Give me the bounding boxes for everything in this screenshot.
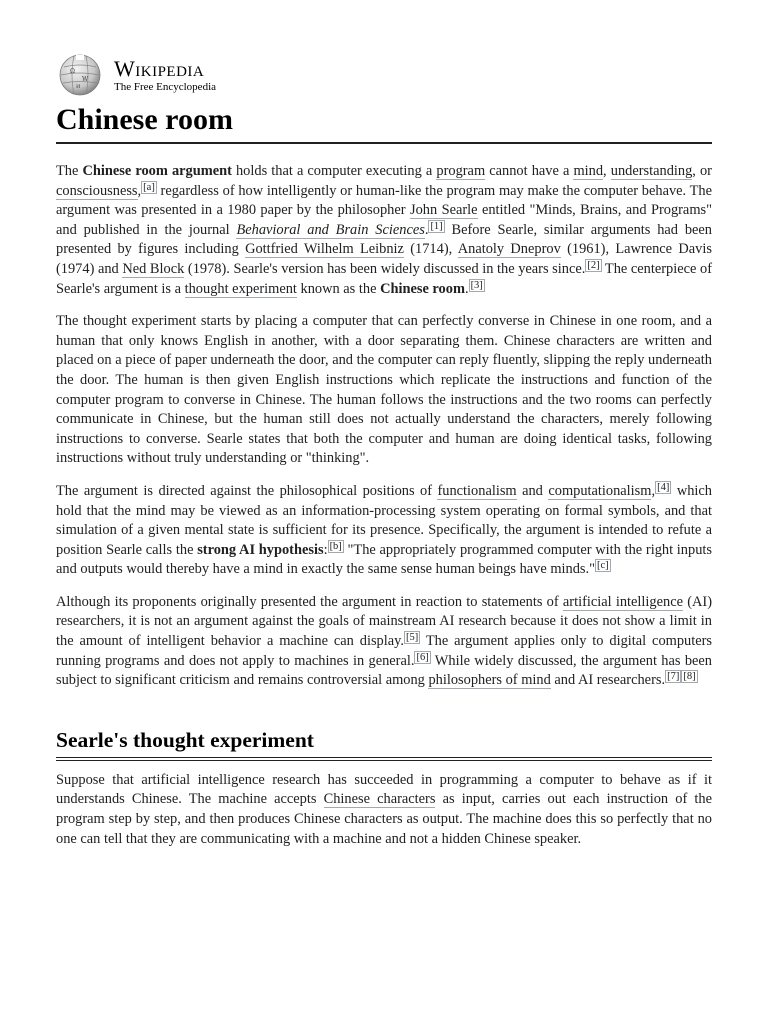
link-thought-experiment[interactable]: thought experiment (184, 280, 297, 297)
wordmark-tagline: The Free Encyclopedia (114, 80, 217, 93)
link-ned-block[interactable]: Ned Block (122, 260, 185, 277)
wikipedia-globe-icon[interactable] (56, 53, 104, 97)
page-title: Chinese room (56, 102, 712, 144)
paragraph-ai-research: Although its proponents originally presented the argument in reaction to statements of artificial intelligence (AI) researchers, it is not an argument against the goals of mainstream AI research because it does not show a limit in the amount of intelligent behavior a machine can display. [5] The argument applies only to digital computers running programs and does not apply to machines in general. [6] While widely discussed, the argument has been subject to significant criticism and remains controversial among philosophers of mind and AI researchers. [7] [8] (56, 593, 712, 689)
bold-term: Chinese room argument (82, 163, 232, 179)
svg-text:Ω: Ω (70, 68, 75, 75)
link-philosophers-of-mind[interactable]: philosophers of mind (428, 672, 551, 689)
link-consciousness[interactable]: consciousness (56, 182, 138, 199)
section-paragraph: Suppose that artificial intelligence research has succeeded in programming a computer to behave as if it understands Chinese. The machine accepts Chinese characters as input, carries out each instruction of the program step by step, and then produces Chinese characters as output. The machine does this so perfectly that no one can tell that they are communicating with a machine and not a hidden Chinese speaker. (56, 771, 712, 847)
reference-b[interactable]: [b] (329, 540, 342, 552)
wikipedia-wordmark[interactable] (114, 55, 217, 93)
link-understanding[interactable]: understanding (610, 163, 693, 179)
svg-text:W: W (82, 76, 89, 83)
reference-3[interactable]: [3] (470, 279, 483, 291)
svg-text:И: И (76, 84, 81, 90)
link-john-searle[interactable]: John Searle (409, 202, 478, 219)
reference-1[interactable]: [1] (430, 220, 443, 232)
link-artificial-intelligence[interactable]: artificial intelligence (562, 593, 683, 610)
section-heading: Searle's thought experiment (56, 727, 712, 761)
reference-2[interactable]: [2] (587, 259, 600, 271)
paragraph-thought-experiment: The thought experiment starts by placing a computer that can perfectly converse in Chinese in one room, and a human that only knows English in another, with a door separating them. Chinese characters are written and placed on a piece of paper underneath the door, and the computer can reply fluently, slipping the reply underneath the door. The human is then given English instructions which replicate the instructions and function of the computer program to converse in Chinese. The human follows the instructions and the two rooms can perfectly communicate in Chinese, but the human still does not actually understand the characters, merely following instructions to converse. Searle states that both the computer and human are doing identical tasks, following instructions without truly understanding or "thinking". (56, 313, 712, 467)
site-header (56, 52, 712, 98)
article-page (56, 0, 712, 849)
bold-term: strong AI hypothesis (197, 541, 324, 558)
reference-c[interactable]: [c] (597, 560, 609, 572)
link-leibniz[interactable]: Gottfried Wilhelm Leibniz (245, 241, 404, 258)
link-computationalism[interactable]: computationalism (548, 482, 652, 499)
reference-6[interactable]: [6] (416, 651, 429, 663)
link-dneprov[interactable]: Anatoly Dneprov (457, 241, 561, 258)
bold-term: Chinese room (380, 280, 465, 297)
reference-5[interactable]: [5] (405, 632, 419, 644)
paragraph-functionalism: The argument is directed against the philosophical positions of functionalism and computationalism, [4] which hold that the mind may be viewed as an information-processing system operating on formal symbols, and that simulation of a given mental state is sufficient for its presence. Specifically, the argument is intended to refute a position Searle calls the strong AI hypothesis: [b] "The appropriately programmed computer with the right inputs and outputs would thereby have a mind in exactly the same sense human beings have minds." [c] (56, 481, 712, 578)
link-chinese-characters[interactable]: Chinese characters (323, 791, 436, 808)
reference-8[interactable]: [8] (683, 671, 696, 683)
link-mind[interactable]: mind (573, 163, 604, 179)
reference-4[interactable]: [4] (657, 481, 670, 493)
reference-7[interactable]: [7] (667, 671, 680, 683)
link-functionalism[interactable]: functionalism (437, 482, 517, 499)
link-behavioral-brain-sciences[interactable]: Behavioral and Brain Sciences (236, 221, 425, 238)
wordmark-title: Wikipedia (114, 55, 205, 81)
reference-a[interactable]: [a] (143, 181, 155, 193)
link-program[interactable]: program (436, 163, 486, 179)
lead-paragraph: The Chinese room argument holds that a computer executing a program cannot have a mind, understanding, or consciousness, [a] regardless of how intelligently or human-like the program may make the computer behave. The argument was presented in a 1980 paper by the philosopher John Searle entitled "Minds, Brains, and Programs" and published in the journal Behavioral and Brain Sciences. [1] Before Searle, similar arguments had been presented by figures including Gottfried Wilhelm Leibniz (1714), Anatoly Dneprov (1961), Lawrence Davis (1974) and Ned Block (1978). Searle's version has been widely discussed in the years since. [2] The centerpiece of Searle's argument is a thought experiment known as the Chinese room. [3] (56, 163, 713, 297)
